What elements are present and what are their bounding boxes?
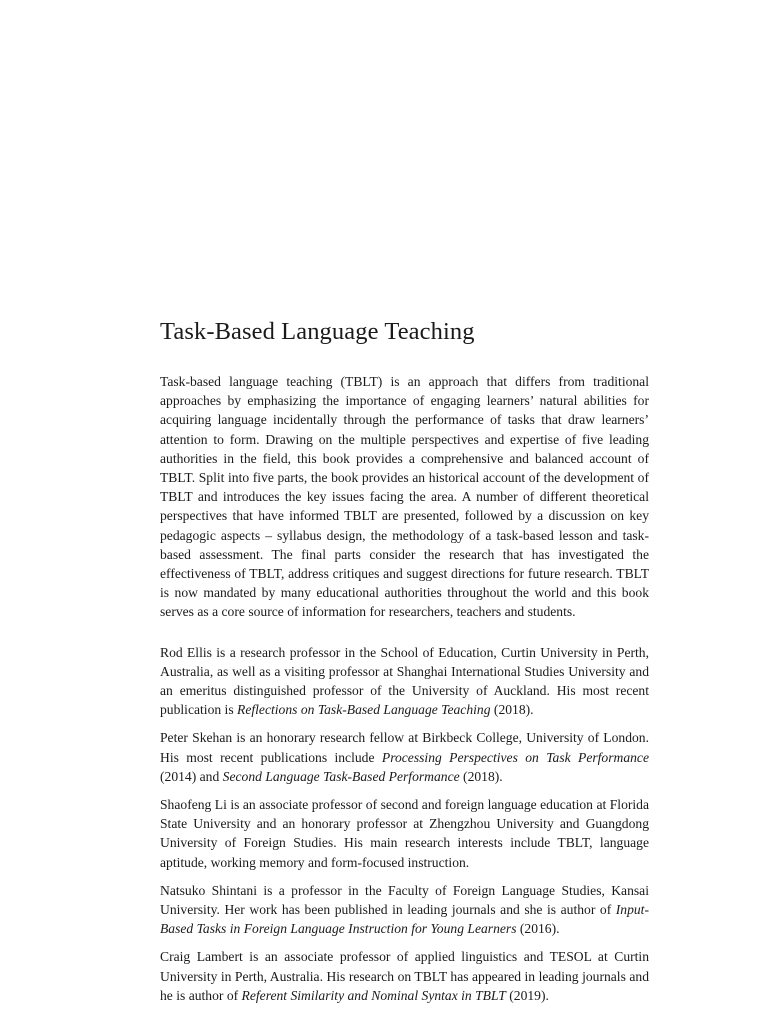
bio-text: Rod Ellis is a research professor in the School of Education, Curtin University in Perth, Australia, as well as a visiting professor at Shanghai International Studies University and an emeritus distinguished professor of the University of Auckland. His most recent publication is [160,644,649,718]
publication-title: Referent Similarity and Nominal Syntax in TBLT [241,987,506,1003]
author-bio-lambert [160,947,649,1005]
book-description: Task-based language teaching (TBLT) is an approach that differs from traditional approaches by emphasizing the importance of engaging learners’ natural abilities for acquiring language incidentally through the performance of tasks that draw learners’ attention to form. Drawing on the multiple perspectives and expertise of five leading authorities in the field, this book provides a comprehensive and balanced account of TBLT. Split into five parts, the book provides an historical account of the development of TBLT and introduces the key issues facing the area. A number of different theoretical perspectives that have informed TBLT are presented, followed by a discussion on key pedagogic aspects – syllabus design, the methodology of a task-based lesson and task-based assessment. The final parts consider the research that has investigated the effectiveness of TBLT, address critiques and suggest directions for future research. TBLT is now mandated by many educational authorities throughout the world and this book serves as a core source of information for researchers, teachers and students. [160,374,649,620]
author-bio-shintani [160,881,649,939]
bio-text: (2018). [490,702,534,718]
bio-text: (2018). [459,768,503,784]
publication-title: Second Language Task-Based Performance [222,768,460,784]
author-bio-ellis [160,643,649,720]
bio-text: Natsuko Shintani is a professor in the Faculty of Foreign Language Studies, Kansai University. Her work has been published in leading journals and she is author of [160,882,649,918]
author-bio-li [160,795,649,872]
bio-text: (2014) and [160,768,223,784]
book-front-matter [160,316,649,1014]
book-title: Task-Based Language Teaching [160,318,475,345]
publication-title: Input-Based Tasks in Foreign Language Instruction for Young Learners [160,902,649,937]
bio-text: (2016). [516,921,560,937]
publication-title: Reflections on Task-Based Language Teaching [237,702,491,718]
bio-text: Craig Lambert is an associate professor of applied linguistics and TESOL at Curtin University in Perth, Australia. His research on TBLT has appeared in leading journals and he is author of [160,949,649,1003]
publication-title: Processing Perspectives on Task Performance [381,749,649,765]
bio-text: Peter Skehan is an honorary research fellow at Birkbeck College, University of London. His most recent publications include [160,730,649,765]
bio-text: (2019). [505,987,549,1003]
author-bio-skehan [160,728,649,786]
bio-text: Shaofeng Li is an associate professor of second and foreign language education at Florida State University and an honorary professor at Zhengzhou University and Guangdong University of Foreign Studies. His main research interests include TBLT, language aptitude, working memory and form-focused instruction. [160,797,649,870]
